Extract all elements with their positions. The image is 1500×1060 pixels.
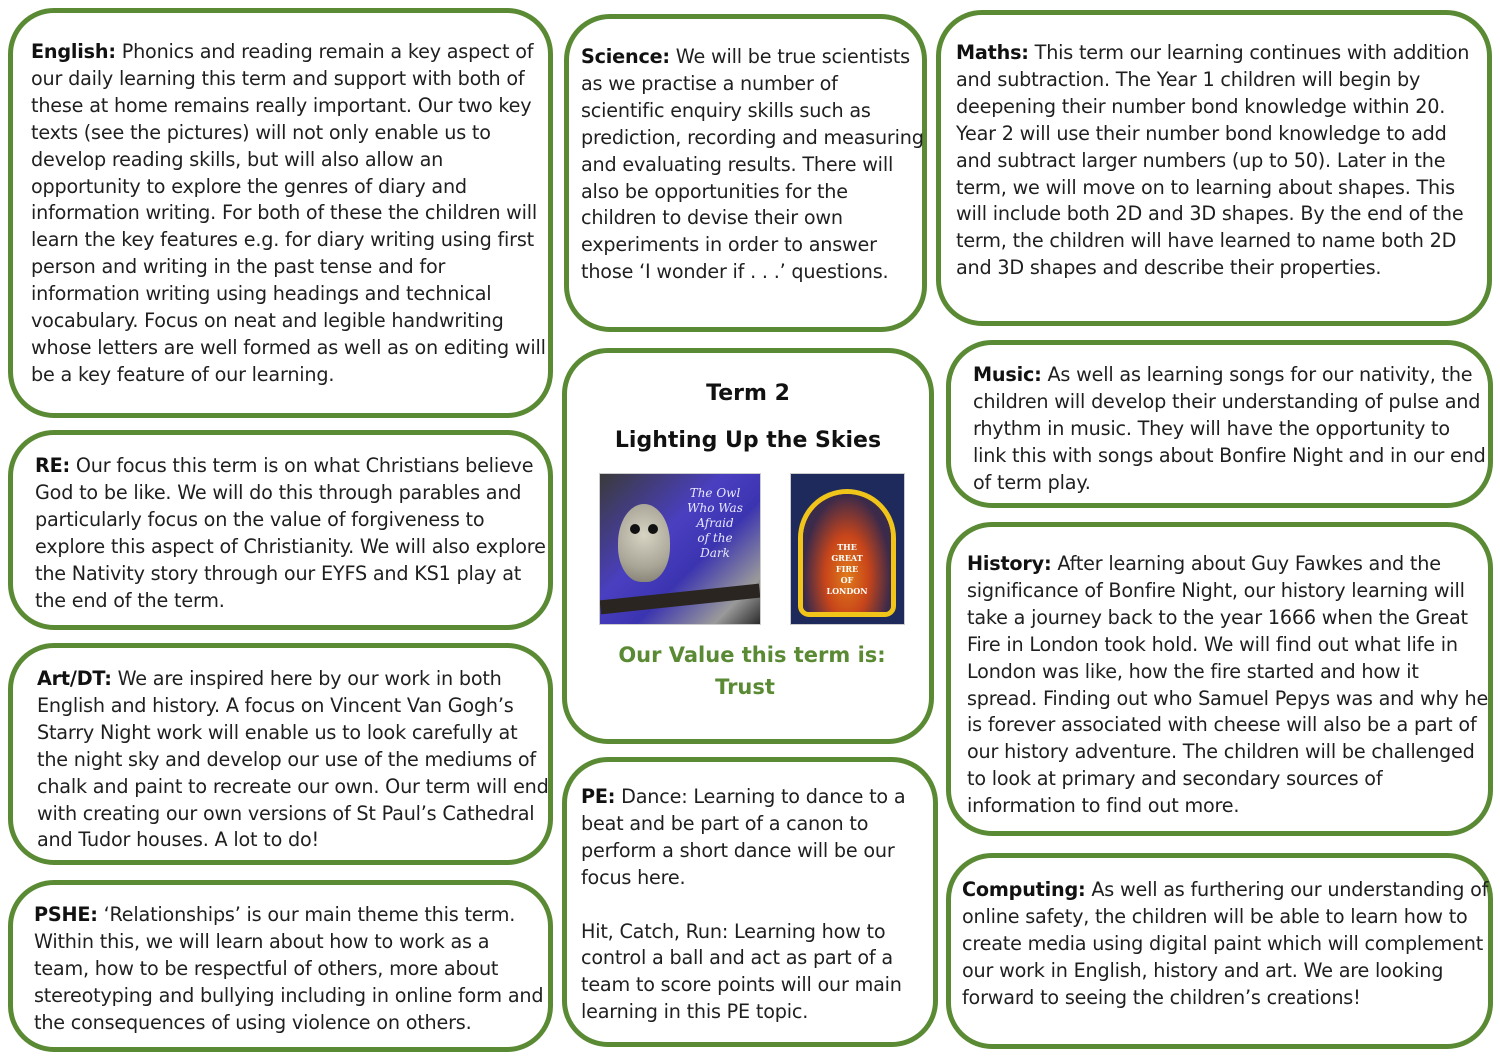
science-heading: Science: <box>581 45 670 68</box>
art-dt-body: We are inspired here by our work in both English and history. A focus on Vincent Van Gogh’s Starry Night work will enable us to look carefully at the night sky and develop our use of the mediums of chalk and paint to recreate our own. Our term will end with creating our own versions of St Paul’s Cathedral and Tudor houses. A lot to do! <box>37 667 549 852</box>
pe-panel <box>562 757 938 1047</box>
english-text <box>31 39 546 389</box>
great-fire-book-title: THE GREAT FIRE OF LONDON <box>826 542 868 596</box>
computing-panel <box>946 853 1493 1049</box>
history-panel <box>946 522 1493 836</box>
great-fire-book-cover-image <box>790 473 905 625</box>
flames-icon <box>803 494 891 612</box>
science-text <box>581 44 926 286</box>
music-heading: Music: <box>973 363 1042 386</box>
music-text <box>973 362 1488 497</box>
history-text <box>967 551 1492 820</box>
owl-eye-right <box>648 524 658 534</box>
pe-body: Dance: Learning to dance to a beat and be part of a canon to perform a short dance will be our focus here. Hit, Catch, Run: Learning how to control a ball and act as part of a team to score points will our main learning in this PE topic. <box>581 785 906 1024</box>
pshe-panel <box>8 880 553 1052</box>
computing-heading: Computing: <box>962 878 1086 901</box>
owl-book-cover-image <box>599 473 761 625</box>
value-label: Our Value this term is: <box>618 643 886 667</box>
maths-panel <box>936 10 1492 326</box>
art-dt-text <box>37 666 552 854</box>
history-body: After learning about Guy Fawkes and the significance of Bonfire Night, our history learning will take a journey back to the year 1666 when the Great Fire in London took hold. We will find out what life in London was like, how the fire started and how it spread. Finding out who Samuel Pepys was and why he is forever associated with cheese will also be a part of our history adventure. The children will be challenged to look at primary and secondary sources of information to find out more. <box>967 552 1489 818</box>
owl-icon <box>618 504 670 582</box>
english-heading: English: <box>31 40 116 63</box>
art-dt-panel <box>8 643 553 865</box>
pe-text <box>581 784 931 1026</box>
music-body: As well as learning songs for our nativity, the children will develop their understanding of pulse and rhythm in music. They will have the opportunity to link this with songs about Bonfire Night and in our end of term play. <box>973 363 1486 494</box>
term-label: Term 2 <box>706 381 790 406</box>
pshe-heading: PSHE: <box>34 903 98 926</box>
term-value: Trust <box>715 675 775 699</box>
music-panel <box>946 340 1493 508</box>
english-panel <box>8 8 553 418</box>
maths-text <box>956 40 1486 282</box>
science-body: We will be true scientists as we practise a number of scientific enquiry skills such as prediction, recording and measuring and evaluating results. There will also be opportunities for the children to devise their own experiments in order to answer those ‘I wonder if . . .’ questions. <box>581 45 924 284</box>
owl-book-title: The Owl Who Was Afraid of the Dark <box>687 486 743 560</box>
branch-shape <box>600 584 761 615</box>
maths-body: This term our learning continues with addition and subtraction. The Year 1 children will begin by deepening their number bond knowledge within 20. Year 2 will use their number bond knowledge to add and subtract larger numbers (up to 50). Later in the term, we will move on to learning about shapes. This will include both 2D and 3D shapes. By the end of the term, the children will have learned to name both 2D and 3D shapes and describe their properties. <box>956 41 1470 280</box>
re-panel <box>8 430 553 630</box>
term-overview-panel <box>562 348 934 744</box>
english-body: Phonics and reading remain a key aspect of our daily learning this term and support with both of these at home remains really important. Our two key texts (see the pictures) will not only enable us to develop reading skills, but will also allow an opportunity to explore the genres of diary and information writing. For both of these the children will learn the key features e.g. for diary writing using first person and writing in the past tense and for information writing using headings and technical vocabulary. Focus on neat and legible handwriting whose letters are well formed as well as on editing will be a key feature of our learning. <box>31 40 546 386</box>
science-panel <box>564 14 927 332</box>
topic-title: Lighting Up the Skies <box>614 428 882 453</box>
owl-eye-left <box>630 524 640 534</box>
maths-heading: Maths: <box>956 41 1029 64</box>
pe-heading: PE: <box>581 785 616 808</box>
computing-text <box>962 877 1492 1012</box>
re-body: Our focus this term is on what Christians believe God to be like. We will do this through parables and particularly focus on the value of forgiveness to explore this aspect of Christianity. We will also explore the Nativity story through our EYFS and KS1 play at the end of the term. <box>35 454 546 612</box>
art-dt-heading: Art/DT: <box>37 667 112 690</box>
history-heading: History: <box>967 552 1052 575</box>
pshe-text <box>34 902 549 1037</box>
computing-body: As well as furthering our understanding of online safety, the children will be able to learn how to create media using digital paint which will complement our work in English, history and art. We are looking forward to seeing the children’s creations! <box>962 878 1489 1009</box>
re-heading: RE: <box>35 454 70 477</box>
re-text <box>35 453 550 614</box>
pshe-body: ‘Relationships’ is our main theme this term. Within this, we will learn about how to work as a team, how to be respectful of others, more about stereotyping and bullying including in online form and the consequences of using violence on others. <box>34 903 544 1034</box>
